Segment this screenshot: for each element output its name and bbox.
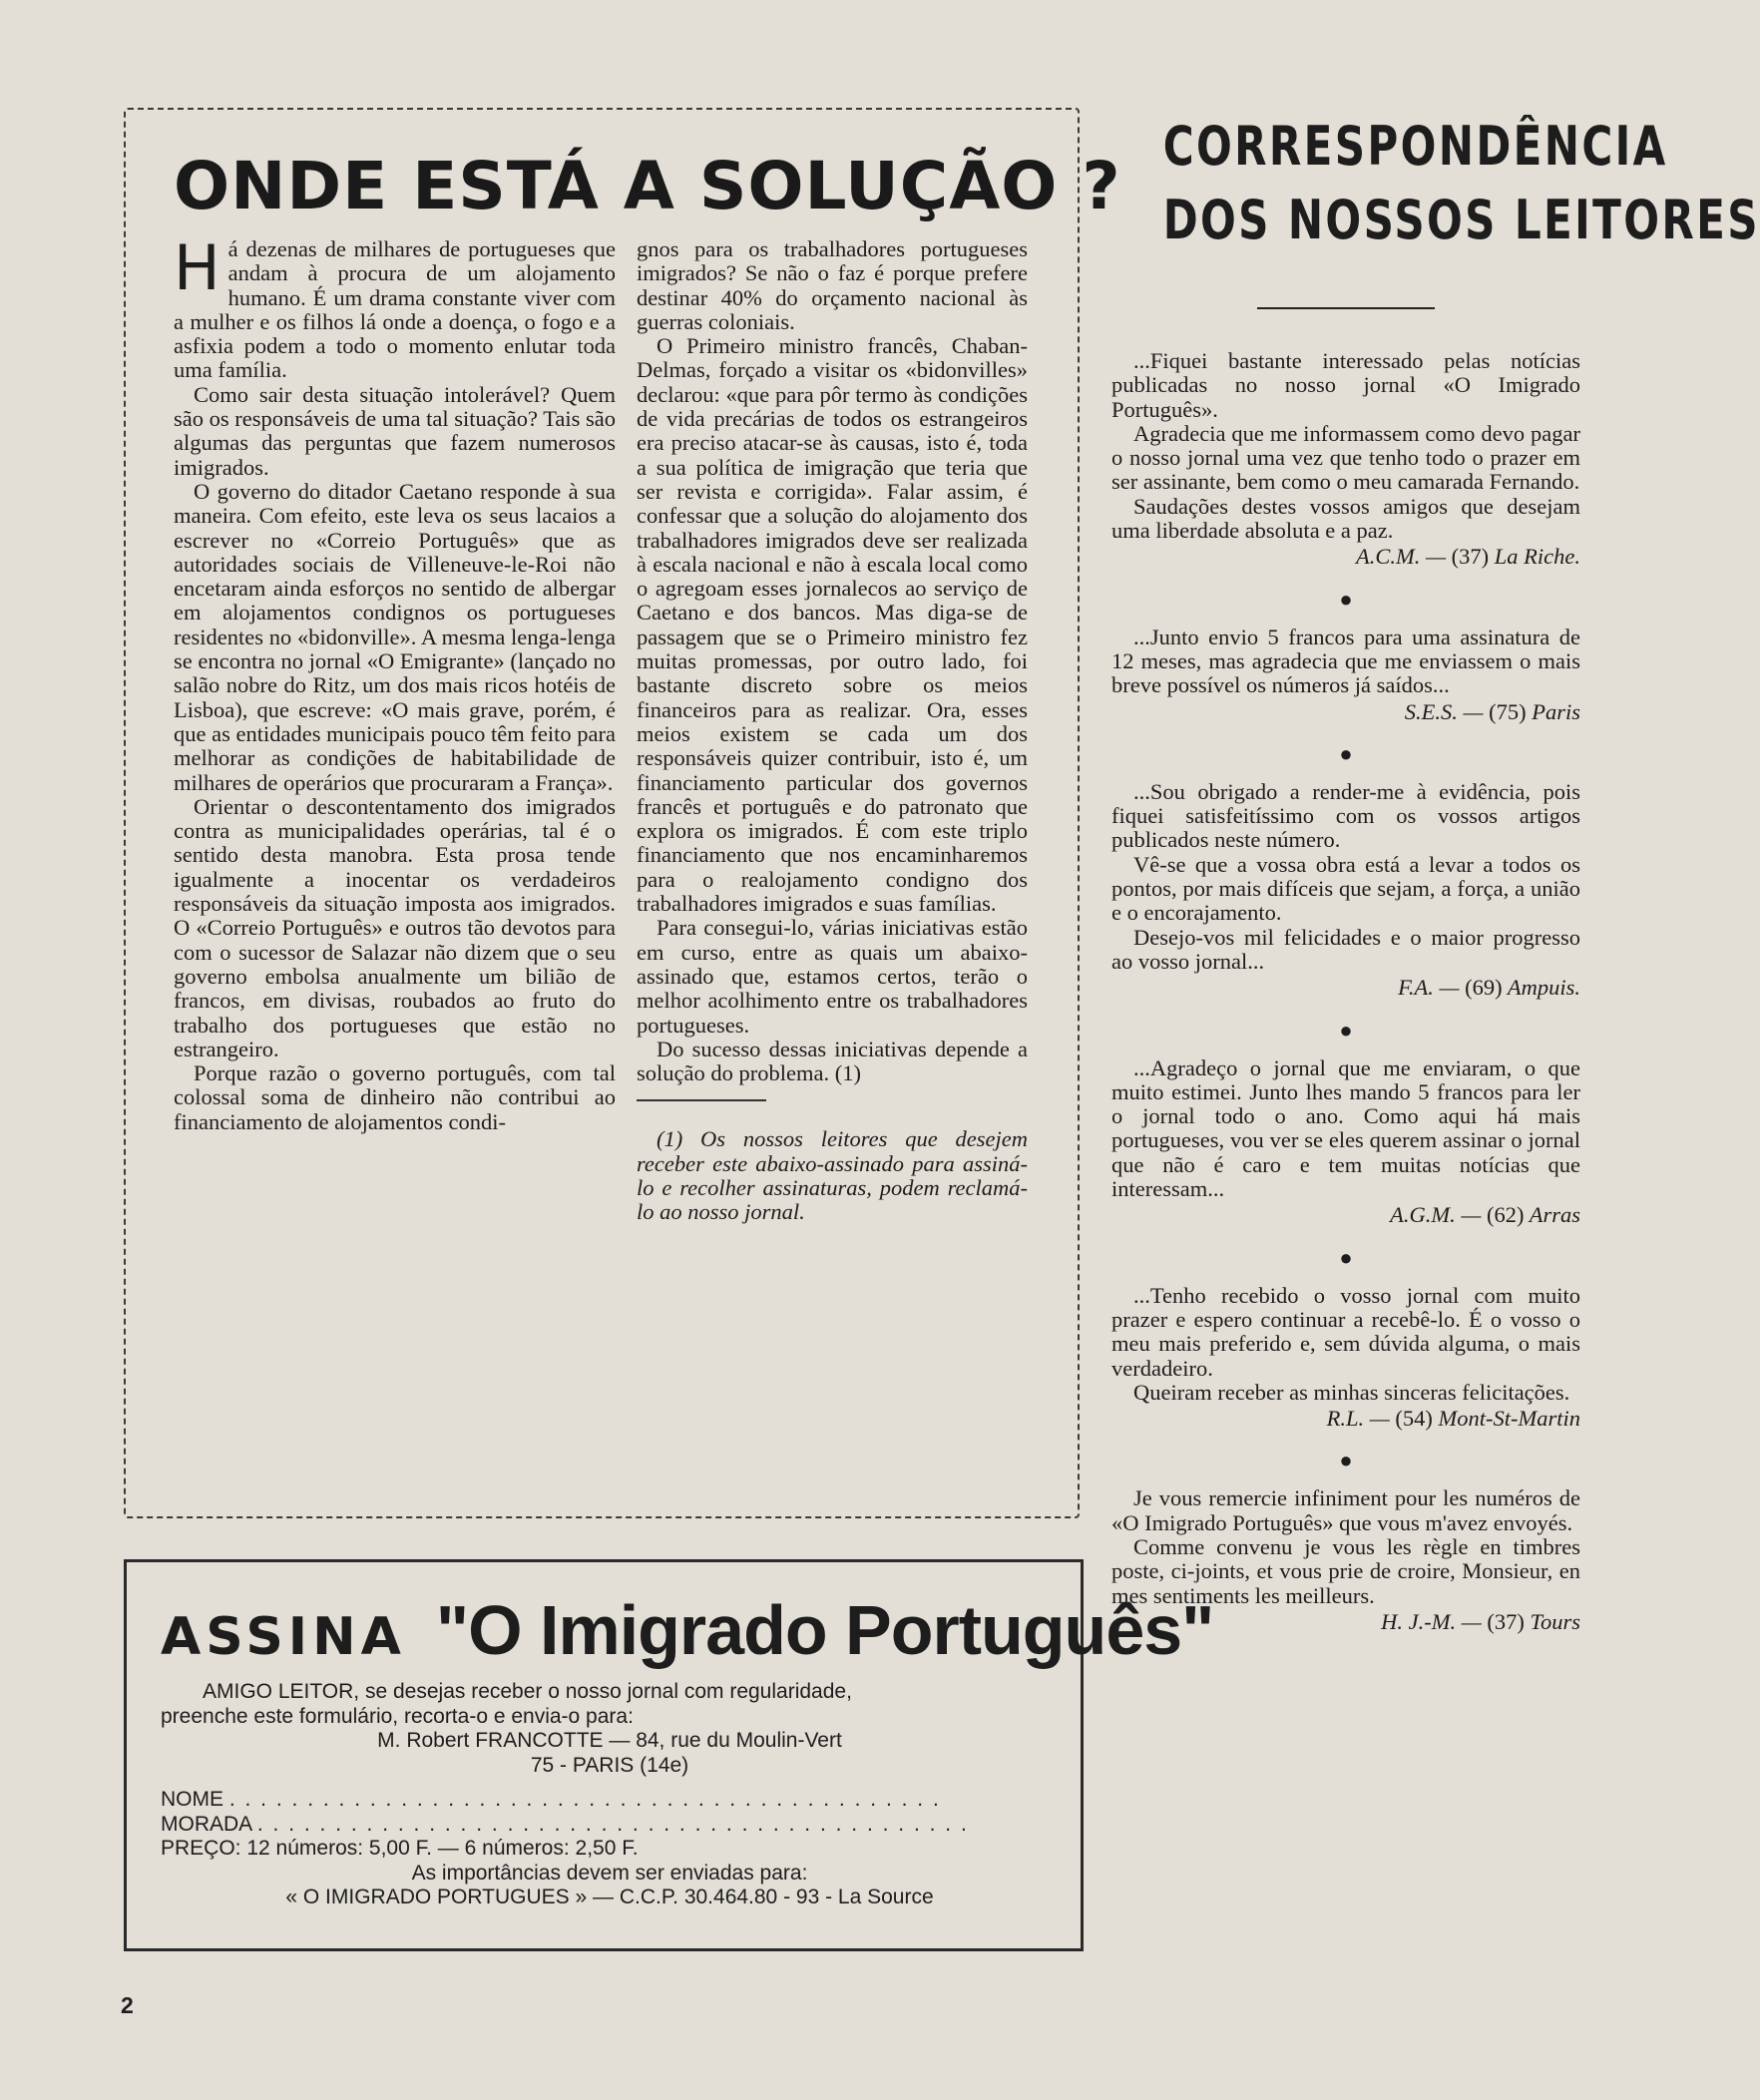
signature-initials: A.C.M. — bbox=[1356, 544, 1447, 570]
article-paragraph: Há dezenas de milhares de portugueses que andam à procura de um alojamento humano. É um drama constante viver com a mulher e os filhos lá onde a doença, o fogo e a asfixia podem a todo o momento enlutar toda uma família. bbox=[174, 231, 616, 383]
bullet-separator: ● bbox=[1339, 740, 1353, 766]
letter-signature bbox=[1111, 1203, 1580, 1227]
correspondence-title-line-1: CORRESPONDÊNCIA bbox=[1162, 115, 1668, 178]
article-paragraph: Como sair desta situação intolerável? Quem são os responsáveis de uma tal situação? Tais são algumas das perguntas que fazem numerosos imigrados. bbox=[174, 381, 616, 480]
nome-dots: . . . . . . . . . . . . . . . . . . . . . . . . . . . . . . . . . . . . . . . . . . . . . . bbox=[228, 1788, 941, 1811]
correspondence-section bbox=[1111, 110, 1760, 1652]
reader-letter bbox=[1111, 349, 1580, 570]
bullet-separator: ● bbox=[1339, 1244, 1353, 1270]
signature-department: (62) bbox=[1487, 1202, 1525, 1228]
reader-letter bbox=[1111, 1284, 1580, 1432]
article-column-1 bbox=[174, 231, 616, 1134]
drop-cap: H bbox=[174, 231, 220, 304]
subscription-city: 75 - PARIS (14e) bbox=[530, 1753, 689, 1777]
signature-city: Paris bbox=[1532, 698, 1580, 724]
letter-paragraph: ...Tenho recebido o vosso jornal com muito prazer e espero continuar a recebê-lo. É o vosso o meu mais preferido e, sem dúvida alguma, o mais verdadeiro. bbox=[1111, 1282, 1580, 1381]
signature-city: Tours bbox=[1530, 1608, 1580, 1634]
morada-label: MORADA bbox=[161, 1812, 252, 1836]
signature-city: Ampuis. bbox=[1507, 975, 1580, 1001]
signature-initials: A.G.M. — bbox=[1390, 1202, 1482, 1228]
subscription-payment-note: As importâncias devem ser enviadas para: bbox=[411, 1861, 808, 1885]
article-paragraph: Do sucesso dessas iniciativas depende a solução do problema. (1) bbox=[637, 1036, 1028, 1086]
morada-dots: . . . . . . . . . . . . . . . . . . . . . . . . . . . . . . . . . . . . . . . . . . . . . . bbox=[256, 1812, 969, 1836]
signature-department: (37) bbox=[1487, 1608, 1525, 1634]
letter-paragraph: Queiram receber as minhas sinceras felicitações. bbox=[1133, 1379, 1570, 1405]
letter-paragraph: ...Fiquei bastante interessado pelas notícias publicadas no nosso jornal «O Imigrado Português». bbox=[1111, 348, 1580, 422]
subscription-line: preenche este formulário, recorta-o e envia-o para: bbox=[161, 1704, 634, 1728]
letter-signature bbox=[1111, 700, 1580, 724]
subscription-word: ASSINA bbox=[161, 1607, 406, 1667]
signature-city: La Riche. bbox=[1494, 544, 1580, 570]
subscription-ccp: « O IMIGRADO PORTUGUES » — C.C.P. 30.464.80 - 93 - La Source bbox=[285, 1886, 934, 1908]
subscription-body bbox=[161, 1680, 1059, 1910]
letter-paragraph: Saudações destes vossos amigos que desejam uma liberdade absoluta e a paz. bbox=[1111, 493, 1580, 544]
subscription-box bbox=[124, 1559, 1214, 1951]
subscription-price: PREÇO: 12 números: 5,00 F. — 6 números: 2,50 F. bbox=[161, 1837, 639, 1860]
signature-city: Mont-St-Martin bbox=[1438, 1406, 1580, 1432]
page-number: 2 bbox=[121, 1992, 134, 2018]
footnote-divider bbox=[637, 1099, 766, 1101]
letter-paragraph: Comme convenu je vous les règle en timbres poste, ci-joints, et vous prie de croire, Monsieur, en mes sentiments les meilleurs. bbox=[1111, 1533, 1580, 1608]
subscription-heading bbox=[161, 1590, 1213, 1670]
morada-field[interactable] bbox=[161, 1813, 1059, 1838]
article-title: ONDE ESTÁ A SOLUÇÃO ? bbox=[174, 148, 1121, 224]
letter-paragraph: Vê-se que a vossa obra está a levar a todos os pontos, por mais difíceis que sejam, a força, a união e o encorajamento. bbox=[1111, 851, 1580, 926]
article-paragraph: Orientar o descontentamento dos imigrados contra as municipalidades operárias, tal é o sentido desta manobra. Esta prosa tende igualmente a inocentar os verdadeiros responsáveis da situação imposta aos imigrados. O «Correio Português» e outros tão devotos para com o sucessor de Salazar não dizem que o seu governo embolsa anualmente um bilião de francos, em divisas, roubados ao fruto do trabalho dos portugueses que estão no estrangeiro. bbox=[174, 793, 616, 1061]
signature-city: Arras bbox=[1529, 1202, 1580, 1228]
reader-letter bbox=[1111, 1486, 1580, 1634]
letter-signature bbox=[1111, 976, 1580, 1000]
signature-department: (75) bbox=[1489, 698, 1527, 724]
subscription-line: AMIGO LEITOR, se desejas receber o nosso jornal com regularidade, bbox=[203, 1680, 852, 1703]
article-column-2 bbox=[637, 237, 1028, 1225]
letters-list bbox=[1111, 349, 1580, 1634]
signature-department: (69) bbox=[1465, 975, 1503, 1001]
article-box bbox=[124, 108, 1121, 1518]
letter-paragraph: ...Sou obrigado a render-me à evidência, pois fiquei satisfeitíssimo com os vossos artigos publicados neste número. bbox=[1111, 778, 1580, 853]
newspaper-name: "O Imigrado Português" bbox=[435, 1591, 1214, 1669]
title-divider bbox=[1257, 307, 1435, 309]
article-paragraph: O governo do ditador Caetano responde à sua maneira. Com efeito, este leva os seus lacaios a escrever no «Correio Português» que as autoridades sociais de Villeneuve-le-Roi não encetaram ainda esforços no sentido de albergar em alojamentos condignos os portugueses residentes no «bidonville». A mesma lenga-lenga se encontra no jornal «O Emigrante» (lançado no salão nobre do Ritz, um dos mais ricos hotéis de Lisboa), que escreve: «O mais grave, porém, é que as entidades municipais pouco têm feito para melhorar as condições de habitabilidade de milhares de operários que procuraram a França». bbox=[174, 478, 616, 795]
article-paragraph: gnos para os trabalhadores portugueses imigrados? Se não o faz é porque prefere destinar 40% do orçamento nacional às guerras coloniais. bbox=[637, 236, 1028, 334]
letter-paragraph: ...Agradeço o jornal que me enviaram, o que muito estimei. Junto lhes mando 5 francos para ler o jornal todo o ano. Como aqui há mais portugueses, vou ver se eles querem assinar o jornal que não é caro e tem muitas notícias que interessam... bbox=[1111, 1054, 1580, 1202]
signature-initials: F.A. — bbox=[1398, 975, 1460, 1001]
nome-field[interactable] bbox=[161, 1788, 1059, 1813]
bullet-separator: ● bbox=[1339, 1448, 1353, 1473]
signature-initials: R.L. — bbox=[1326, 1406, 1390, 1432]
bullet-separator: ● bbox=[1339, 586, 1353, 612]
signature-initials: H. J.-M. — bbox=[1381, 1608, 1482, 1634]
subscription-address: M. Robert FRANCOTTE — 84, rue du Moulin-Vert bbox=[377, 1729, 842, 1752]
article-paragraph: O Primeiro ministro francês, Chaban-Delmas, forçado a visitar os «bidonvilles» declarou: «que para pôr termo às condições de vida precárias de todos os estrangeiros era preciso atacar-se às causas, isto é, toda a sua política de imigração que teria que ser revista e corrigida». Falar assim, é confessar que a solução do alojamento dos trabalhadores imigrados deve ser realizada à escala nacional e não à escala local como o agregoam esses jornalecos ao serviço de Caetano e dos bancos. Mas diga-se de passagem que se o Primeiro ministro fez muitas promessas, por outro lado, foi bastante discreto sobre os meios financeiros para as realizar. Ora, esses meios existem se cada um dos responsáveis quizer contribuir, isto é, um financiamento particular dos governos francês et português e do patronato que explora os imigrados. É com este triplo financiamento que nos encaminharemos para o realojamento condigno dos trabalhadores imigrados e suas famílias. bbox=[637, 333, 1028, 917]
bullet-separator: ● bbox=[1339, 1017, 1353, 1043]
footnote: (1) Os nossos leitores que desejem receber este abaixo-assinado para assiná-lo e recolher assinaturas, podem reclamá-lo ao nosso jornal. bbox=[637, 1126, 1028, 1225]
reader-letter bbox=[1111, 780, 1580, 1001]
letter-paragraph: Desejo-vos mil felicidades e o maior progresso ao vosso jornal... bbox=[1111, 924, 1580, 974]
signature-department: (54) bbox=[1395, 1406, 1433, 1432]
signature-department: (37) bbox=[1451, 544, 1490, 570]
reader-letter bbox=[1111, 1056, 1580, 1228]
letter-signature bbox=[1111, 1610, 1580, 1634]
article-paragraph: Porque razão o governo português, com tal colossal soma de dinheiro não contribui ao financiamento de alojamentos condi- bbox=[174, 1060, 616, 1134]
nome-label: NOME bbox=[161, 1788, 223, 1811]
reader-letter bbox=[1111, 626, 1580, 724]
letter-paragraph: Je vous remercie infiniment pour les numéros de «O Imigrado Português» que vous m'avez envoyés. bbox=[1111, 1485, 1580, 1535]
signature-initials: S.E.S. — bbox=[1404, 698, 1484, 724]
correspondence-title-line-2: DOS NOSSOS LEITORES bbox=[1162, 189, 1760, 251]
article-paragraph: Para consegui-lo, várias iniciativas estão em curso, entre as quais um abaixo-assinado que, estamos certos, terão o melhor acolhimento entre os trabalhadores portugueses. bbox=[637, 915, 1028, 1038]
letter-signature bbox=[1111, 1407, 1580, 1431]
letter-signature bbox=[1111, 545, 1580, 569]
letter-paragraph: Agradecia que me informassem como devo pagar o nosso jornal uma vez que tenho todo o prazer em ser assinante, bem como o meu camarada Fernando. bbox=[1111, 420, 1580, 495]
letter-paragraph: ...Junto envio 5 francos para uma assinatura de 12 meses, mas agradecia que me enviassem o mais breve possível os números já saídos... bbox=[1111, 624, 1580, 698]
